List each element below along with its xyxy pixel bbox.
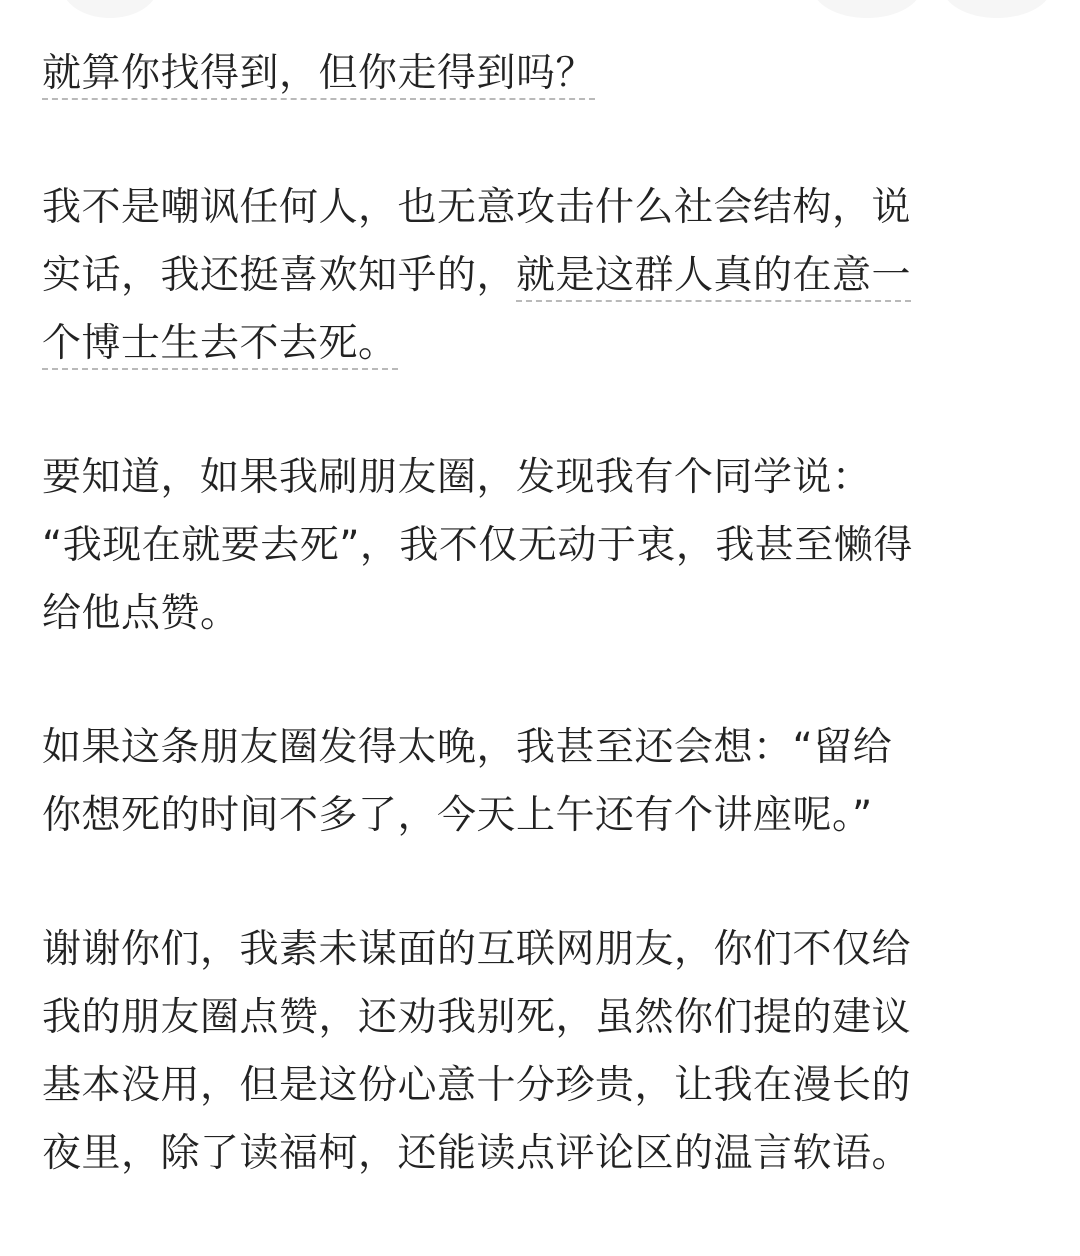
text-line	[42, 916, 1042, 984]
paragraph	[42, 174, 1042, 378]
text-line	[42, 242, 1042, 310]
text-segment: 你想死的时间不多了，今天上午还有个讲座呢。”	[42, 793, 873, 838]
text-line	[42, 580, 1042, 648]
text-line	[42, 782, 1042, 850]
highlighted-text-segment[interactable]: 就算你找得到，但你走得到吗？	[42, 51, 595, 100]
text-segment: 谢谢你们，我素未谋面的互联网朋友，你们不仅给	[42, 927, 912, 972]
article-body	[42, 40, 1042, 1254]
text-line	[42, 174, 1042, 242]
text-line	[42, 444, 1042, 512]
paragraph	[42, 40, 1042, 108]
text-segment: “我现在就要去死”，我不仅无动于衷，我甚至懒得	[42, 523, 913, 568]
text-segment: 我的朋友圈点赞，还劝我别死，虽然你们提的建议	[42, 995, 912, 1040]
text-segment: 夜里，除了读福柯，还能读点评论区的温言软语。	[42, 1131, 912, 1176]
text-line	[42, 714, 1042, 782]
top-decoration-right-1	[812, 0, 922, 18]
text-line	[42, 1120, 1042, 1188]
text-line	[42, 40, 1042, 108]
paragraph	[42, 714, 1042, 850]
paragraph	[42, 916, 1042, 1188]
text-line	[42, 512, 1042, 580]
text-segment: 实话，我还挺喜欢知乎的，	[42, 253, 517, 298]
text-line	[42, 984, 1042, 1052]
text-segment: 给他点赞。	[42, 591, 240, 636]
highlighted-text-segment[interactable]: 个博士生去不去死。	[42, 321, 398, 370]
highlighted-text-segment[interactable]: 就是这群人真的在意一	[516, 253, 911, 302]
text-segment: 如果这条朋友圈发得太晚，我甚至还会想：“留给	[42, 725, 893, 770]
text-segment: 基本没用，但是这份心意十分珍贵，让我在漫长的	[42, 1063, 912, 1108]
text-segment: 要知道，如果我刷朋友圈，发现我有个同学说：	[42, 455, 872, 500]
text-line	[42, 310, 1042, 378]
top-decoration-left	[62, 0, 158, 18]
text-segment: 我不是嘲讽任何人，也无意攻击什么社会结构，说	[42, 185, 912, 230]
top-decoration-right-2	[942, 0, 1052, 18]
paragraph	[42, 444, 1042, 648]
text-line	[42, 1052, 1042, 1120]
